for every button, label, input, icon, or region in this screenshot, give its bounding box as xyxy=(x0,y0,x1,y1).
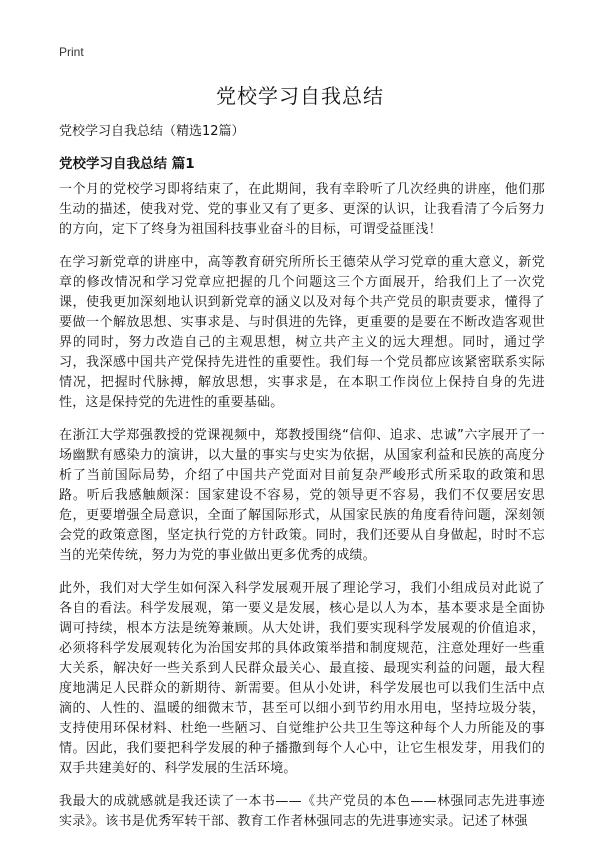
paragraph-5: 我最大的成就感就是我还读了一本书——《共产党员的本色——林强同志先进事迹实录》。该书是优秀军转干部、教育工作者林强同志的先进事迹实录。记述了林强 xyxy=(59,794,545,829)
paragraph-3: 在浙江大学郑强教授的党课视频中，郑教授围绕“信仰、追求、忠诚”六字展开了一场幽默有感染力的演讲，以大量的事实与史实为依据，从国家利益和民族的高度分析了当前国际局势，介绍了中国共产党面对目前复杂严峻形式所采取的政策和思路。听后我感触颇深：国家建设不容易，党的领导更不容易，我们不仅要居安思危，更要增强全局意识，全面了解国际形式，从国家民族的角度看待问题，深刻领会党的政策意图，坚定执行党的方针政策。同时，我们还要从自身做起，时时不忘当的光荣传统，努力为党的事业做出更多优秀的成绩。 xyxy=(59,428,545,563)
paragraph-4: 此外，我们对大学生如何深入科学发展观开展了理论学习，我们小组成员对此说了各自的看法。科学发展观，第一要义是发展，核心是以人为本，基本要求是全面协调可持续，根本方法是统筹兼顾。从大处讲，我们要实现科学发展观的价值追求，必须将科学发展观转化为治国安邦的具体政策举措和制度规范，注意处理好一些重大关系，解决好一些关系到人民群众最关心、最直接、最现实利益的问题，最大程度地满足人民群众的新期待、新需要。但从小处讲，科学发展也可以我们生活中点滴的、人性的、温暖的细微末节，甚至可以细小到节约用水用电，坚持垃圾分装，支持使用环保材料、杜绝一些陋习、自觉维护公共卫生等这种每个人力所能及的事情。因此，我们要把科学发展的种子播撒到每个人心中，让它生根发芽，用我们的双手共建美好的、科学发展的生活环境。 xyxy=(59,581,545,776)
print-label[interactable]: Print xyxy=(59,45,84,59)
paragraph-1: 一个月的党校学习即将结束了，在此期间，我有幸聆听了几次经典的讲座，他们那生动的描述，使我对党、党的事业又有了更多、更深的认识，让我看清了今后努力的方向，定下了终身为祖国科技事业奋斗的目标，可谓受益匪浅！ xyxy=(59,182,545,237)
document-title: 党校学习自我总结 xyxy=(216,84,384,108)
paragraph-2: 在学习新党章的讲座中，高等教育研究所所长王德荣从学习党章的重大意义，新党章的修改情况和学习党章应把握的几个问题这三个方面展开，给我们上了一次党课，使我更加深刻地认识到新党章的涵义以及对每个共产党员的职责要求，懂得了要做一个解放思想、实事求是、与时俱进的先锋，更重要的是要在不断改造客观世界的同时，努力改造自己的主观思想，树立共产主义的远大理想。同时，通过学习，我深感中国共产党保持先进性的重要性。我们每一个党员都应该紧密联系实际情况，把握时代脉搏，解放思想，实事求是，在本职工作岗位上保持自身的先进性，这是保持党的先进性的重要基础。 xyxy=(59,255,545,410)
document-subtitle: 党校学习自我总结（精选12篇） xyxy=(59,124,245,139)
body-text xyxy=(59,180,545,845)
section-heading: 党校学习自我总结 篇1 xyxy=(59,156,195,172)
